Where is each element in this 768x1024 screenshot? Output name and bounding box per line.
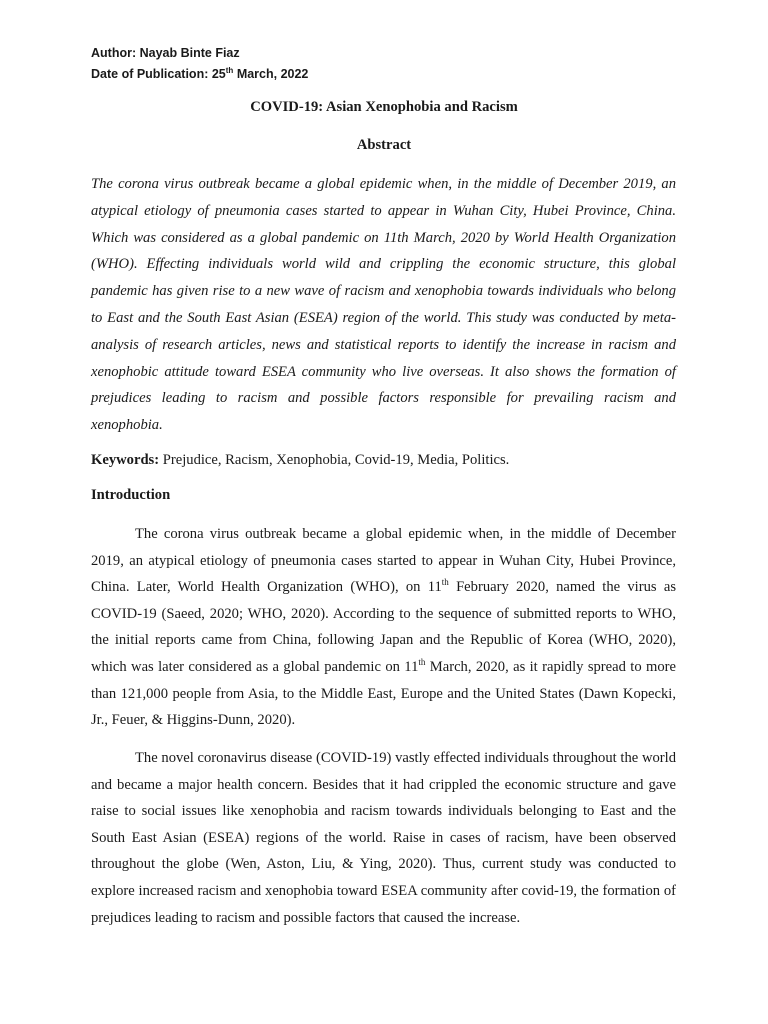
introduction-paragraph-1: [91, 521, 676, 734]
keywords-line: [91, 452, 676, 469]
p1-sup-1: th: [441, 577, 449, 588]
abstract-heading: Abstract: [356, 137, 412, 153]
p1-part-b: February 2020, named the virus as COVID-19 (Saeed, 2020; WHO, 2020). According to the sequence of submitted reports to WHO, the initial reports came from China, following Japan and the Republic of Korea (WHO, 2020), which was later considered as a global pandemic on 11: [91, 579, 676, 675]
keywords-label: Keywords:: [91, 452, 160, 468]
publication-date-line: [91, 66, 308, 81]
date-day: 25: [211, 67, 226, 82]
author-line: [91, 46, 240, 60]
p1-sup-2: th: [418, 657, 426, 668]
date-label: Date of Publication:: [91, 67, 209, 82]
p1-part-a: The corona virus outbreak became a global epidemic when, in the middle of December 2019, an atypical etiology of pneumonia cases started to appear in Wuhan City, Hubei Province, China. Later, World Health Organization (WHO), on 11: [91, 526, 676, 596]
introduction-paragraph-2: The novel coronavirus disease (COVID-19) vastly effected individuals throughout the world and became a major health concern. Besides that it had crippled the economic structure and gave raise to social issues like xenophobia and racism towards individuals belonging to East and the South East Asian (ESEA) regions of the world. Raise in cases of racism, have been observed throughout the globe (Wen, Aston, Liu, & Ying, 2020). Thus, current study was conducted to explore increased racism and xenophobia toward ESEA community after covid-19, the formation of prejudices leading to racism and possible factors that caused the increase.: [91, 750, 676, 926]
author-label: Author:: [91, 46, 137, 60]
introduction-heading: Introduction: [91, 487, 171, 503]
document-title: COVID-19: Asian Xenophobia and Racism: [250, 99, 518, 115]
date-suffix: th: [225, 66, 234, 75]
p1-part-c: March, 2020, as it rapidly spread to more than 121,000 people from Asia, to the Middle East, Europe and the United States (Dawn Kopecki, Jr., Feuer, & Higgins-Dunn, 2020).: [91, 658, 676, 729]
author-name: Nayab Binte Fiaz: [139, 46, 240, 60]
keywords-text: Prejudice, Racism, Xenophobia, Covid-19, Media, Politics.: [162, 452, 510, 468]
date-rest: March, 2022: [236, 67, 309, 82]
abstract-text: The corona virus outbreak became a global epidemic when, in the middle of December 2019, an atypical etiology of pneumonia cases started to appear in Wuhan City, Hubei Province, China. Which was considered as a global pandemic on 11th March, 2020 by World Health Organization (WHO). Effecting individuals world wild and crippling the economic structure, this global pandemic has given rise to a new wave of racism and xenophobia towards individuals who belong to East and the South East Asian (ESEA) region of the world. This study was conducted by meta-analysis of research articles, news and statistical reports to identify the increase in racism and xenophobic attitude toward ESEA community who live overseas. It also shows the formation of prejudices leading to racism and possible factors responsible for prevailing racism and xenophobia.: [91, 176, 676, 434]
